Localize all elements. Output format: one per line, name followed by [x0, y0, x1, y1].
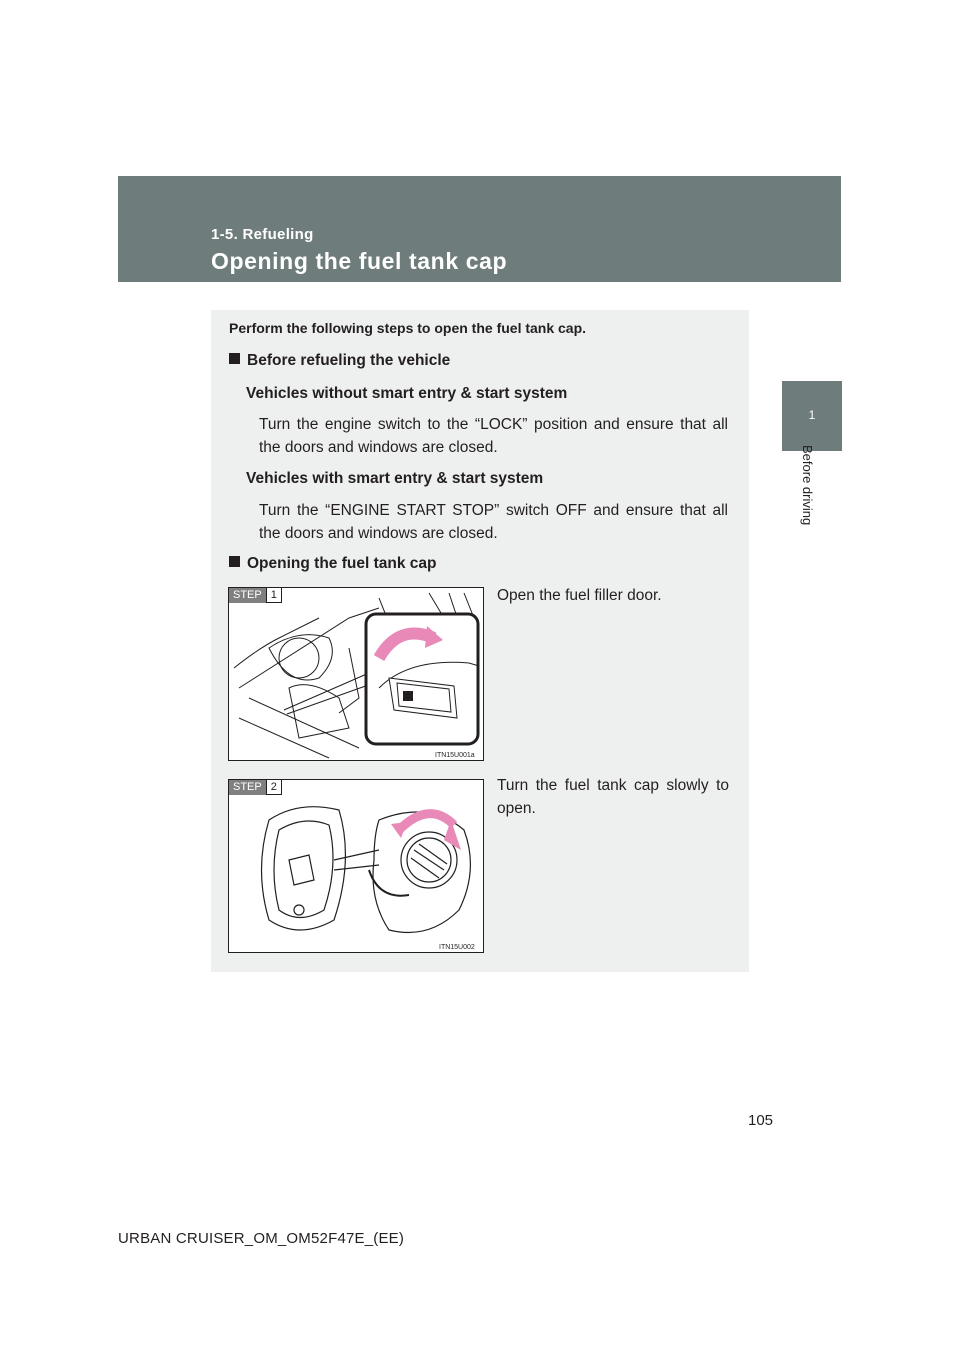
fuel-tank-cap-illustration	[229, 780, 484, 953]
figure-code: ITN15U001a	[435, 752, 475, 759]
chapter-tab	[782, 381, 842, 451]
fuel-door-opener-illustration	[229, 588, 484, 761]
square-bullet-icon	[229, 556, 240, 567]
page-number: 105	[748, 1112, 774, 1129]
rotate-arrow-icon	[399, 814, 454, 830]
manual-code: URBAN CRUISER_OM_OM52F47E_(EE)	[118, 1230, 405, 1247]
figure-step-2	[228, 779, 484, 953]
subheading-without-smart-entry: Vehicles without smart entry & start system	[246, 385, 568, 402]
subheading-with-smart-entry: Vehicles with smart entry & start system	[246, 470, 544, 487]
heading-before-refueling: Before refueling the vehicle	[229, 352, 450, 370]
intro-text: Perform the following steps to open the fuel tank cap.	[229, 320, 587, 336]
step-1-text: Open the fuel filler door.	[497, 587, 662, 604]
figure-code: ITN15U002	[439, 944, 475, 951]
step-2-badge: STEP 2	[229, 780, 282, 795]
heading-opening-cap: Opening the fuel tank cap	[229, 555, 436, 573]
chapter-name: Before driving	[800, 445, 815, 526]
chapter-number: 1	[808, 408, 816, 422]
step-2-text: Turn the fuel tank cap slowly to open.	[497, 777, 729, 817]
figure-step-1	[228, 587, 484, 761]
fuel-pump-icon	[403, 691, 413, 701]
paragraph-with-smart-entry: Turn the “ENGINE START STOP” switch OFF and ensure that all the doors and windows are closed.	[259, 502, 728, 542]
step-1-badge: STEP 1	[229, 588, 282, 603]
square-bullet-icon	[229, 353, 240, 364]
paragraph-without-smart-entry: Turn the engine switch to the “LOCK” position and ensure that all the doors and windows are closed.	[259, 416, 728, 456]
section-label: 1-5. Refueling	[211, 226, 314, 243]
page-title: Opening the fuel tank cap	[211, 248, 508, 274]
